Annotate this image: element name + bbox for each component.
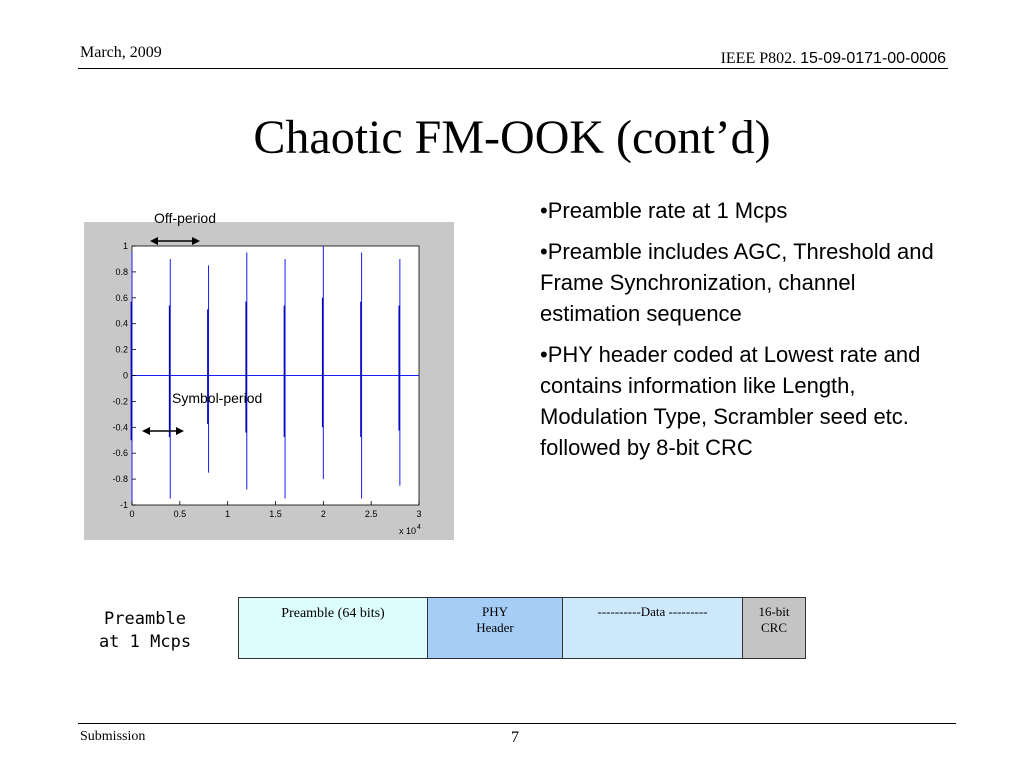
frame-side-label-line2: at 1 Mcps — [98, 632, 192, 652]
bullet-item: •PHY header coded at Lowest rate and contains information like Length, Modulation Type, Scrambler seed etc. followed by 8-bit CRC — [540, 342, 921, 460]
x-tick-label: 2 — [320, 509, 326, 519]
signal-plot-svg — [84, 222, 454, 540]
y-tick-label: 0.8 — [115, 266, 128, 277]
frame-phy-label-line1: PHY — [481, 604, 508, 619]
y-tick-label: -0.8 — [112, 474, 128, 485]
frame-crc-label-line1: 16-bit — [758, 604, 790, 619]
symbol-period-arrow — [142, 424, 184, 438]
y-tick-label: -0.2 — [112, 396, 128, 407]
header-doc-number: 15-09-0171-00-0006 — [800, 50, 946, 67]
header-doc-id — [721, 50, 946, 68]
x-tick-label: 1 — [225, 509, 231, 519]
slide-title: Chaotic FM-OOK (cont’d) — [253, 111, 771, 164]
bullet-list — [540, 195, 940, 473]
y-tick-label: -0.6 — [112, 448, 128, 459]
frame-preamble-label: Preamble (64 bits) — [281, 606, 385, 621]
y-tick-label: 1 — [122, 241, 128, 251]
header-date: March, 2009 — [80, 44, 162, 61]
x-tick-label: 3 — [416, 509, 422, 519]
bullet-item: •Preamble rate at 1 Mcps — [540, 198, 788, 223]
x-multiplier-exponent: 4 — [417, 524, 421, 531]
header-rule — [78, 68, 948, 69]
frame-side-label-line1: Preamble — [104, 609, 186, 629]
off-period-arrow — [150, 234, 200, 248]
x-tick-label: 0 — [129, 509, 135, 519]
frame-preamble-field — [238, 597, 428, 659]
x-multiplier-label: x 10 — [399, 526, 417, 536]
footer-rule — [78, 723, 956, 724]
signal-plot — [84, 222, 454, 540]
frame-phy-label-line2: Header — [476, 620, 514, 635]
symbol-period-label: Symbol-period — [172, 390, 263, 406]
y-tick-label: 0.4 — [115, 318, 128, 329]
y-tick-label: 0.6 — [115, 292, 128, 303]
footer-submission: Submission — [80, 729, 146, 744]
bullet-item: •Preamble includes AGC, Threshold and Frame Synchronization, channel estimation sequence — [540, 239, 934, 326]
off-period-label: Off-period — [154, 210, 216, 226]
y-tick-label: 0 — [122, 370, 128, 381]
frame-crc-field — [742, 597, 806, 659]
page-number: 7 — [511, 729, 519, 746]
y-tick-label: 0.2 — [115, 344, 128, 355]
header-doc-prefix: IEEE P802. — [720, 50, 797, 67]
y-tick-label: -1 — [119, 500, 128, 510]
frame-phy-header-field — [427, 597, 563, 659]
y-tick-label: -0.4 — [112, 422, 128, 433]
frame-crc-label-line2: CRC — [760, 620, 787, 635]
x-tick-label: 1.5 — [269, 509, 282, 519]
x-tick-label: 0.5 — [173, 509, 187, 519]
x-tick-label: 2.5 — [364, 509, 378, 519]
frame-data-field — [562, 597, 743, 659]
frame-side-label — [82, 608, 208, 654]
frame-data-label: ----------Data --------- — [597, 604, 708, 619]
